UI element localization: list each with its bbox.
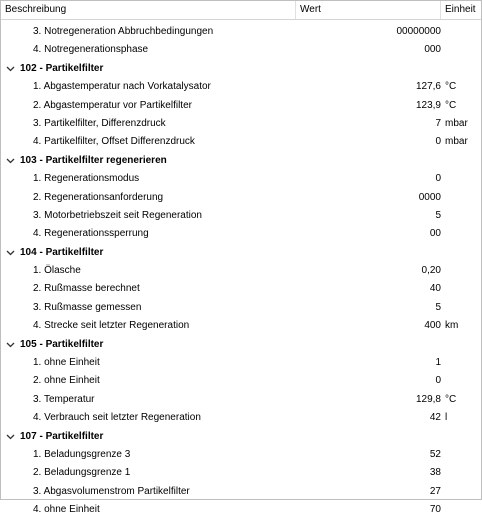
row-label: 1. Ölasche xyxy=(33,265,81,277)
row-label: 1. Regenerationsmodus xyxy=(33,173,140,185)
table-row[interactable] xyxy=(1,372,481,390)
group-label: 105 - Partikelfilter xyxy=(20,338,104,350)
row-label: 1. Beladungsgrenze 3 xyxy=(33,448,131,460)
row-value: 127,6 xyxy=(415,81,441,93)
row-value: 52 xyxy=(429,448,441,460)
table-row[interactable] xyxy=(1,409,481,427)
column-header-einheit[interactable]: Einheit xyxy=(445,4,476,15)
table-row[interactable] xyxy=(1,464,481,482)
row-value: 000 xyxy=(424,44,441,56)
row-unit: °C xyxy=(445,81,457,93)
table-row[interactable] xyxy=(1,23,481,41)
row-value: 400 xyxy=(424,320,441,332)
row-value: 1 xyxy=(435,357,441,369)
row-label: 4. Strecke seit letzter Regeneration xyxy=(33,320,190,332)
row-value: 0,20 xyxy=(421,265,441,277)
table-body xyxy=(1,23,481,520)
row-value: 0 xyxy=(435,136,441,148)
table-row[interactable] xyxy=(1,501,481,519)
row-label: 3. Notregeneration Abbruchbedingungen xyxy=(33,26,214,37)
row-unit: l xyxy=(445,412,448,424)
group-row[interactable] xyxy=(1,336,481,354)
row-label: 3. Rußmasse gemessen xyxy=(33,301,142,313)
row-value: 5 xyxy=(435,209,441,221)
row-label: 1. ohne Einheit xyxy=(33,357,100,369)
table-row[interactable] xyxy=(1,483,481,501)
row-unit: mbar xyxy=(445,136,468,148)
row-value: 27 xyxy=(429,485,441,497)
table-row[interactable] xyxy=(1,189,481,207)
table-row[interactable] xyxy=(1,262,481,280)
row-label: 4. Regenerationssperrung xyxy=(33,228,149,240)
group-row[interactable] xyxy=(1,152,481,170)
table-row[interactable] xyxy=(1,78,481,96)
group-row[interactable] xyxy=(1,428,481,446)
chevron-down-icon[interactable] xyxy=(6,428,16,446)
row-value: 123,9 xyxy=(415,99,441,111)
row-value: 7 xyxy=(435,117,441,129)
group-label: 103 - Partikelfilter regenerieren xyxy=(20,154,167,166)
row-value: 0 xyxy=(435,375,441,387)
row-unit: km xyxy=(445,320,459,332)
table-row[interactable] xyxy=(1,133,481,151)
group-label: 107 - Partikelfilter xyxy=(20,430,104,442)
group-label: 104 - Partikelfilter xyxy=(20,246,104,258)
row-value: 0 xyxy=(435,173,441,185)
row-unit: mbar xyxy=(445,117,468,129)
table-row[interactable] xyxy=(1,354,481,372)
table-row[interactable] xyxy=(1,225,481,243)
row-label: 4. Verbrauch seit letzter Regeneration xyxy=(33,412,201,424)
table-row[interactable] xyxy=(1,299,481,317)
row-unit: °C xyxy=(445,99,457,111)
table-row[interactable] xyxy=(1,446,481,464)
row-label: 4. Partikelfilter, Offset Differenzdruck xyxy=(33,136,195,148)
row-value: 00 xyxy=(429,228,441,240)
row-label: 2. Beladungsgrenze 1 xyxy=(33,467,131,479)
row-value: 00000000 xyxy=(396,26,441,37)
row-unit: °C xyxy=(445,393,457,405)
row-label: 3. Temperatur xyxy=(33,393,95,405)
row-value: 5 xyxy=(435,301,441,313)
chevron-down-icon[interactable] xyxy=(6,336,16,354)
row-label: 2. Regenerationsanforderung xyxy=(33,191,164,203)
chevron-down-icon[interactable] xyxy=(6,60,16,78)
row-label: 4. Notregenerationsphase xyxy=(33,44,149,56)
row-label: 2. Rußmasse berechnet xyxy=(33,283,140,295)
table-row[interactable] xyxy=(1,97,481,115)
table-header xyxy=(1,1,481,20)
table-row[interactable] xyxy=(1,170,481,188)
row-label: 2. Abgastemperatur vor Partikelfilter xyxy=(33,99,192,111)
row-label: 2. ohne Einheit xyxy=(33,375,100,387)
row-value: 42 xyxy=(429,412,441,424)
table-row[interactable] xyxy=(1,280,481,298)
row-label: 1. Abgastemperatur nach Vorkatalysator xyxy=(33,81,211,93)
chevron-down-icon[interactable] xyxy=(6,244,16,262)
table-row[interactable] xyxy=(1,115,481,133)
row-label: 4. ohne Einheit xyxy=(33,504,100,516)
table-row[interactable] xyxy=(1,317,481,335)
group-label: 102 - Partikelfilter xyxy=(20,62,104,74)
row-value: 40 xyxy=(429,283,441,295)
row-value: 0000 xyxy=(418,191,441,203)
table-row[interactable] xyxy=(1,41,481,59)
column-header-beschreibung[interactable]: Beschreibung xyxy=(1,1,296,19)
column-header-wert[interactable]: Wert xyxy=(296,1,441,19)
row-label: 3. Motorbetriebszeit seit Regeneration xyxy=(33,209,202,221)
chevron-down-icon[interactable] xyxy=(6,152,16,170)
row-value: 38 xyxy=(429,467,441,479)
table-row[interactable] xyxy=(1,391,481,409)
row-value: 129,8 xyxy=(415,393,441,405)
row-label: 3. Partikelfilter, Differenzdruck xyxy=(33,117,166,129)
row-value: 70 xyxy=(429,504,441,516)
row-label: 3. Abgasvolumenstrom Partikelfilter xyxy=(33,485,190,497)
group-row[interactable] xyxy=(1,60,481,78)
group-row[interactable] xyxy=(1,244,481,262)
table-row[interactable] xyxy=(1,207,481,225)
